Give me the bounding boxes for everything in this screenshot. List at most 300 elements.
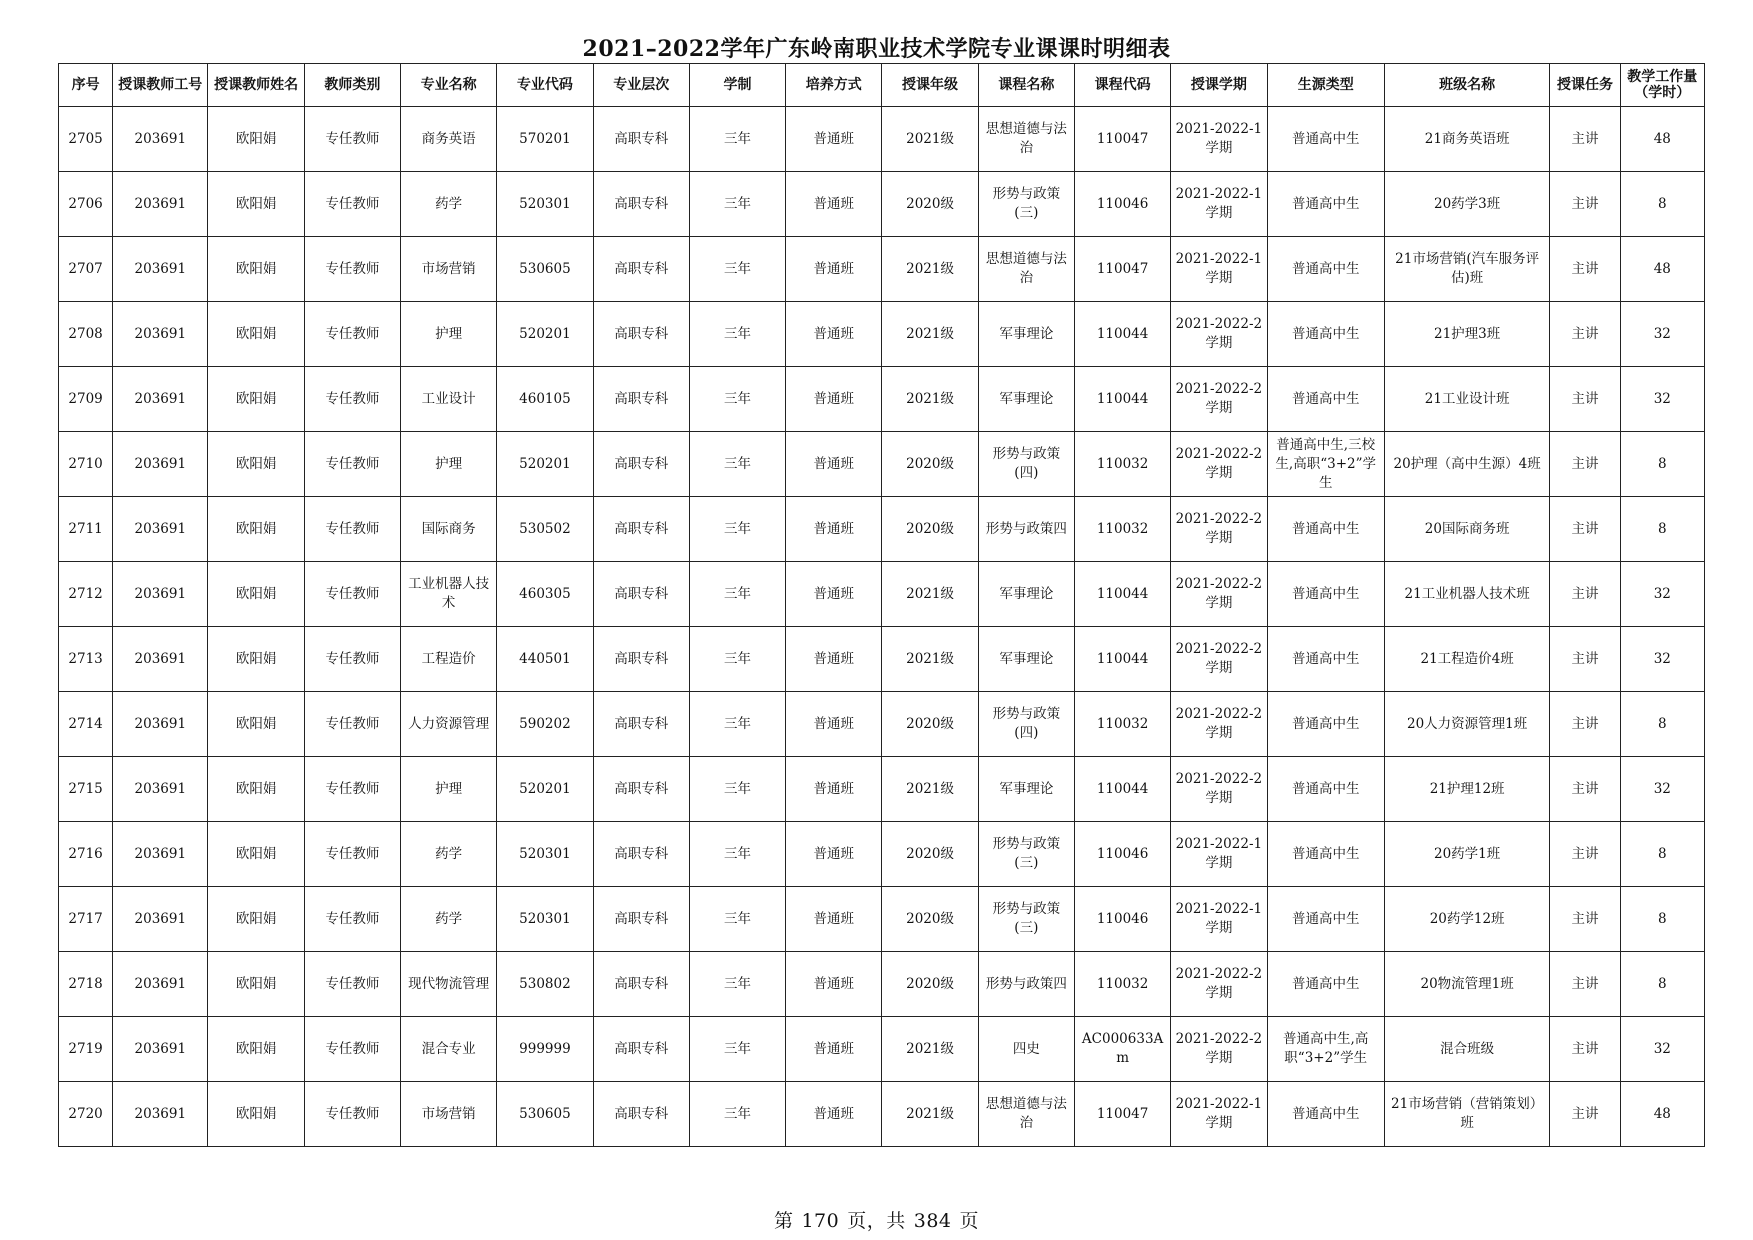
table-cell: 高职专科 — [593, 952, 689, 1017]
table-header-row — [59, 64, 1705, 107]
table-cell: 32 — [1620, 1017, 1704, 1082]
table-cell: 高职专科 — [593, 367, 689, 432]
table-cell: 主讲 — [1550, 757, 1620, 822]
table-cell: 203691 — [113, 887, 208, 952]
table-cell: 欧阳娟 — [208, 562, 304, 627]
table-cell: 2021-2022-2学期 — [1171, 367, 1267, 432]
table-row — [59, 1082, 1705, 1147]
table-cell: 110047 — [1074, 1082, 1170, 1147]
table-cell: 普通高中生,高职“3+2”学生 — [1267, 1017, 1384, 1082]
table-cell: 520301 — [497, 887, 593, 952]
table-cell: 三年 — [689, 497, 785, 562]
table-cell: 主讲 — [1550, 172, 1620, 237]
table-cell: 形势与政策(四) — [978, 692, 1074, 757]
table-cell: 2021级 — [882, 367, 978, 432]
table-row — [59, 237, 1705, 302]
table-cell: 护理 — [401, 432, 497, 497]
table-cell: 药学 — [401, 822, 497, 887]
table-cell: 普通班 — [786, 497, 882, 562]
table-cell: 三年 — [689, 237, 785, 302]
table-cell: 2712 — [59, 562, 113, 627]
table-cell: 欧阳娟 — [208, 952, 304, 1017]
table-cell: 110044 — [1074, 627, 1170, 692]
table-cell: 32 — [1620, 302, 1704, 367]
column-header: 授课教师姓名 — [208, 64, 304, 107]
table-cell: 主讲 — [1550, 562, 1620, 627]
table-cell: 2717 — [59, 887, 113, 952]
table-cell: 高职专科 — [593, 1017, 689, 1082]
table-cell: 2715 — [59, 757, 113, 822]
table-cell: 110046 — [1074, 822, 1170, 887]
table-cell: 8 — [1620, 887, 1704, 952]
table-cell: 2021-2022-2学期 — [1171, 692, 1267, 757]
table-cell: 110047 — [1074, 107, 1170, 172]
table-cell: 203691 — [113, 367, 208, 432]
table-cell: 主讲 — [1550, 107, 1620, 172]
table-cell: 思想道德与法治 — [978, 107, 1074, 172]
table-cell: 普通班 — [786, 887, 882, 952]
column-header: 专业层次 — [593, 64, 689, 107]
table-cell: 形势与政策(三) — [978, 822, 1074, 887]
table-cell: 三年 — [689, 952, 785, 1017]
table-cell: 工业机器人技术 — [401, 562, 497, 627]
table-cell: 48 — [1620, 237, 1704, 302]
table-cell: 欧阳娟 — [208, 237, 304, 302]
table-row — [59, 692, 1705, 757]
table-cell: 203691 — [113, 562, 208, 627]
table-cell: 护理 — [401, 757, 497, 822]
table-cell: 32 — [1620, 627, 1704, 692]
table-cell: 2706 — [59, 172, 113, 237]
table-cell: 20人力资源管理1班 — [1384, 692, 1550, 757]
table-cell: 21工业设计班 — [1384, 367, 1550, 432]
table-cell: 三年 — [689, 1082, 785, 1147]
table-cell: 市场营销 — [401, 237, 497, 302]
table-cell: 普通高中生 — [1267, 562, 1384, 627]
table-row — [59, 302, 1705, 367]
table-cell: 2707 — [59, 237, 113, 302]
table-cell: 专任教师 — [304, 107, 400, 172]
table-cell: 48 — [1620, 1082, 1704, 1147]
table-cell: 专任教师 — [304, 822, 400, 887]
table-cell: 203691 — [113, 952, 208, 1017]
table-row — [59, 562, 1705, 627]
table-cell: 欧阳娟 — [208, 172, 304, 237]
table-cell: 21护理3班 — [1384, 302, 1550, 367]
table-cell: 21商务英语班 — [1384, 107, 1550, 172]
table-cell: 2021级 — [882, 757, 978, 822]
column-header: 序号 — [59, 64, 113, 107]
table-cell: 2714 — [59, 692, 113, 757]
column-header: 授课学期 — [1171, 64, 1267, 107]
table-row — [59, 887, 1705, 952]
table-cell: 520301 — [497, 172, 593, 237]
table-cell: 高职专科 — [593, 887, 689, 952]
table-cell: 普通班 — [786, 627, 882, 692]
table-cell: 8 — [1620, 172, 1704, 237]
table-cell: 高职专科 — [593, 627, 689, 692]
table-cell: 欧阳娟 — [208, 887, 304, 952]
table-cell: 工业设计 — [401, 367, 497, 432]
table-cell: 普通班 — [786, 172, 882, 237]
column-header: 专业代码 — [497, 64, 593, 107]
footer-suffix: 页 — [959, 1210, 980, 1232]
table-cell: 普通高中生 — [1267, 952, 1384, 1017]
table-cell: 110046 — [1074, 172, 1170, 237]
table-cell: 高职专科 — [593, 107, 689, 172]
table-cell: 普通高中生 — [1267, 237, 1384, 302]
table-cell: 思想道德与法治 — [978, 1082, 1074, 1147]
column-header: 课程代码 — [1074, 64, 1170, 107]
table-cell: 普通班 — [786, 367, 882, 432]
table-cell: 现代物流管理 — [401, 952, 497, 1017]
table-cell: 高职专科 — [593, 562, 689, 627]
table-cell: 2021级 — [882, 562, 978, 627]
table-cell: 三年 — [689, 1017, 785, 1082]
table-cell: 110032 — [1074, 432, 1170, 497]
table-cell: 高职专科 — [593, 432, 689, 497]
table-cell: 2021-2022-2学期 — [1171, 497, 1267, 562]
table-cell: 2021-2022-1学期 — [1171, 237, 1267, 302]
table-cell: 普通高中生,三校生,高职“3+2”学生 — [1267, 432, 1384, 497]
table-cell: 530605 — [497, 237, 593, 302]
course-hours-table — [58, 63, 1705, 1147]
table-cell: 2021-2022-2学期 — [1171, 1017, 1267, 1082]
column-header: 授课年级 — [882, 64, 978, 107]
table-cell: 2021-2022-1学期 — [1171, 1082, 1267, 1147]
table-cell: 2020级 — [882, 497, 978, 562]
table-row — [59, 107, 1705, 172]
table-row — [59, 952, 1705, 1017]
table-cell: 2021级 — [882, 237, 978, 302]
table-cell: 普通班 — [786, 1082, 882, 1147]
table-body — [59, 107, 1705, 1147]
table-cell: 药学 — [401, 887, 497, 952]
table-cell: 军事理论 — [978, 627, 1074, 692]
table-cell: 护理 — [401, 302, 497, 367]
table-cell: 20药学12班 — [1384, 887, 1550, 952]
table-row — [59, 1017, 1705, 1082]
table-cell: 2719 — [59, 1017, 113, 1082]
table-cell: 普通高中生 — [1267, 302, 1384, 367]
column-header: 课程名称 — [978, 64, 1074, 107]
table-cell: 高职专科 — [593, 1082, 689, 1147]
table-cell: 2021-2022-2学期 — [1171, 627, 1267, 692]
table-cell: 专任教师 — [304, 627, 400, 692]
table-cell: 欧阳娟 — [208, 107, 304, 172]
table-cell: 203691 — [113, 822, 208, 887]
table-cell: 21护理12班 — [1384, 757, 1550, 822]
table-cell: 2710 — [59, 432, 113, 497]
table-cell: 主讲 — [1550, 692, 1620, 757]
table-cell: 专任教师 — [304, 302, 400, 367]
table-cell: 2021-2022-2学期 — [1171, 952, 1267, 1017]
table-cell: 三年 — [689, 172, 785, 237]
table-cell: 普通班 — [786, 692, 882, 757]
table-cell: 普通班 — [786, 432, 882, 497]
table-cell: 2020级 — [882, 172, 978, 237]
table-cell: 203691 — [113, 237, 208, 302]
table-cell: 203691 — [113, 302, 208, 367]
table-cell: 主讲 — [1550, 367, 1620, 432]
table-cell: 普通班 — [786, 1017, 882, 1082]
table-cell: 32 — [1620, 757, 1704, 822]
column-header: 教学工作量（学时） — [1620, 64, 1704, 107]
table-cell: 市场营销 — [401, 1082, 497, 1147]
table-cell: 21工业机器人技术班 — [1384, 562, 1550, 627]
table-cell: 主讲 — [1550, 952, 1620, 1017]
table-cell: 普通班 — [786, 237, 882, 302]
table-cell: 主讲 — [1550, 627, 1620, 692]
table-cell: 2020级 — [882, 692, 978, 757]
table-cell: 主讲 — [1550, 432, 1620, 497]
table-cell: 主讲 — [1550, 1082, 1620, 1147]
page-footer — [0, 1206, 1753, 1233]
table-cell: 8 — [1620, 822, 1704, 887]
table-cell: 普通高中生 — [1267, 497, 1384, 562]
table-cell: 欧阳娟 — [208, 432, 304, 497]
table-cell: 药学 — [401, 172, 497, 237]
table-cell: 高职专科 — [593, 497, 689, 562]
table-cell: 形势与政策(三) — [978, 172, 1074, 237]
table-row — [59, 822, 1705, 887]
table-cell: 三年 — [689, 432, 785, 497]
table-cell: 欧阳娟 — [208, 822, 304, 887]
table-cell: 20国际商务班 — [1384, 497, 1550, 562]
table-cell: 军事理论 — [978, 757, 1074, 822]
table-cell: 形势与政策四 — [978, 497, 1074, 562]
table-row — [59, 172, 1705, 237]
table-cell: 460305 — [497, 562, 593, 627]
table-cell: 8 — [1620, 497, 1704, 562]
table-cell: 专任教师 — [304, 172, 400, 237]
table-cell: 2021-2022-2学期 — [1171, 432, 1267, 497]
table-cell: 普通班 — [786, 302, 882, 367]
table-cell: 2020级 — [882, 952, 978, 1017]
table-cell: AC000633Am — [1074, 1017, 1170, 1082]
table-cell: 普通高中生 — [1267, 887, 1384, 952]
table-cell: 高职专科 — [593, 822, 689, 887]
table-cell: 2711 — [59, 497, 113, 562]
table-cell: 530502 — [497, 497, 593, 562]
page-title: 2021–2022学年广东岭南职业技术学院专业课课时明细表 — [582, 36, 1171, 62]
table-row — [59, 432, 1705, 497]
table-row — [59, 367, 1705, 432]
table-cell: 普通班 — [786, 822, 882, 887]
table-cell: 203691 — [113, 692, 208, 757]
table-cell: 专任教师 — [304, 367, 400, 432]
table-cell: 2021-2022-2学期 — [1171, 302, 1267, 367]
table-cell: 三年 — [689, 562, 785, 627]
table-cell: 人力资源管理 — [401, 692, 497, 757]
footer-total-pages: 384 — [913, 1210, 952, 1232]
footer-mid: 页，共 — [847, 1210, 906, 1232]
table-cell: 普通班 — [786, 952, 882, 1017]
table-cell: 专任教师 — [304, 887, 400, 952]
table-cell: 2716 — [59, 822, 113, 887]
table-cell: 三年 — [689, 107, 785, 172]
table-cell: 20护理（高中生源）4班 — [1384, 432, 1550, 497]
table-cell: 普通高中生 — [1267, 692, 1384, 757]
table-cell: 999999 — [497, 1017, 593, 1082]
table-cell: 110047 — [1074, 237, 1170, 302]
table-cell: 2021-2022-2学期 — [1171, 562, 1267, 627]
table-row — [59, 757, 1705, 822]
table-cell: 高职专科 — [593, 172, 689, 237]
table-cell: 四史 — [978, 1017, 1074, 1082]
table-cell: 专任教师 — [304, 497, 400, 562]
table-cell: 570201 — [497, 107, 593, 172]
table-cell: 形势与政策四 — [978, 952, 1074, 1017]
table-cell: 2713 — [59, 627, 113, 692]
column-header: 培养方式 — [786, 64, 882, 107]
table-cell: 三年 — [689, 822, 785, 887]
table-cell: 2021级 — [882, 1082, 978, 1147]
table-cell: 普通高中生 — [1267, 757, 1384, 822]
table-cell: 32 — [1620, 367, 1704, 432]
table-cell: 欧阳娟 — [208, 302, 304, 367]
table-cell: 专任教师 — [304, 432, 400, 497]
table-cell: 2021级 — [882, 1017, 978, 1082]
table-cell: 2720 — [59, 1082, 113, 1147]
table-cell: 2021级 — [882, 627, 978, 692]
table-cell: 21市场营销(汽车服务评估)班 — [1384, 237, 1550, 302]
table-cell: 普通高中生 — [1267, 1082, 1384, 1147]
table-cell: 520201 — [497, 757, 593, 822]
table-cell: 欧阳娟 — [208, 692, 304, 757]
table-cell: 欧阳娟 — [208, 1017, 304, 1082]
table-cell: 520201 — [497, 302, 593, 367]
table-cell: 欧阳娟 — [208, 627, 304, 692]
table-cell: 2718 — [59, 952, 113, 1017]
table-cell: 20药学3班 — [1384, 172, 1550, 237]
table-row — [59, 497, 1705, 562]
table-cell: 110046 — [1074, 887, 1170, 952]
table-cell: 203691 — [113, 107, 208, 172]
table-cell: 混合专业 — [401, 1017, 497, 1082]
table-cell: 高职专科 — [593, 302, 689, 367]
column-header: 专业名称 — [401, 64, 497, 107]
table-cell: 2021-2022-2学期 — [1171, 757, 1267, 822]
table-cell: 440501 — [497, 627, 593, 692]
table-cell: 21市场营销（营销策划）班 — [1384, 1082, 1550, 1147]
table-cell: 21工程造价4班 — [1384, 627, 1550, 692]
table-cell: 20药学1班 — [1384, 822, 1550, 887]
table-cell: 2705 — [59, 107, 113, 172]
table-cell: 203691 — [113, 627, 208, 692]
footer-page-number: 170 — [801, 1210, 840, 1232]
table-cell: 530802 — [497, 952, 593, 1017]
table-cell: 专任教师 — [304, 237, 400, 302]
table-cell: 520201 — [497, 432, 593, 497]
table-cell: 专任教师 — [304, 692, 400, 757]
table-cell: 2708 — [59, 302, 113, 367]
table-cell: 203691 — [113, 757, 208, 822]
table-cell: 三年 — [689, 887, 785, 952]
table-cell: 2020级 — [882, 432, 978, 497]
table-cell: 203691 — [113, 497, 208, 562]
table-cell: 203691 — [113, 1082, 208, 1147]
table-cell: 8 — [1620, 952, 1704, 1017]
table-cell: 110032 — [1074, 692, 1170, 757]
table-cell: 专任教师 — [304, 757, 400, 822]
table-cell: 主讲 — [1550, 822, 1620, 887]
table-cell: 军事理论 — [978, 302, 1074, 367]
table-cell: 48 — [1620, 107, 1704, 172]
column-header: 教师类别 — [304, 64, 400, 107]
table-cell: 普通高中生 — [1267, 367, 1384, 432]
column-header: 授课任务 — [1550, 64, 1620, 107]
table-cell: 欧阳娟 — [208, 497, 304, 562]
table-cell: 普通高中生 — [1267, 107, 1384, 172]
table-cell: 形势与政策(四) — [978, 432, 1074, 497]
table-cell: 2021-2022-1学期 — [1171, 107, 1267, 172]
table-cell: 欧阳娟 — [208, 757, 304, 822]
table-cell: 530605 — [497, 1082, 593, 1147]
table-cell: 专任教师 — [304, 952, 400, 1017]
table-cell: 2021-2022-1学期 — [1171, 887, 1267, 952]
table-cell: 工程造价 — [401, 627, 497, 692]
column-header: 班级名称 — [1384, 64, 1550, 107]
table-cell: 2020级 — [882, 822, 978, 887]
table-cell: 商务英语 — [401, 107, 497, 172]
table-cell: 110044 — [1074, 757, 1170, 822]
table-cell: 520301 — [497, 822, 593, 887]
table-cell: 三年 — [689, 302, 785, 367]
table-cell: 高职专科 — [593, 692, 689, 757]
table-cell: 军事理论 — [978, 367, 1074, 432]
table-cell: 普通班 — [786, 107, 882, 172]
table-cell: 2021-2022-1学期 — [1171, 172, 1267, 237]
table-cell: 三年 — [689, 627, 785, 692]
table-cell: 2021-2022-1学期 — [1171, 822, 1267, 887]
table-cell: 形势与政策(三) — [978, 887, 1074, 952]
table-cell: 三年 — [689, 757, 785, 822]
table-cell: 三年 — [689, 692, 785, 757]
table-cell: 军事理论 — [978, 562, 1074, 627]
table-cell: 三年 — [689, 367, 785, 432]
table-cell: 国际商务 — [401, 497, 497, 562]
table-cell: 590202 — [497, 692, 593, 757]
column-header: 生源类型 — [1267, 64, 1384, 107]
table-cell: 欧阳娟 — [208, 1082, 304, 1147]
table-cell: 203691 — [113, 432, 208, 497]
table-cell: 32 — [1620, 562, 1704, 627]
table-cell: 2709 — [59, 367, 113, 432]
table-cell: 高职专科 — [593, 757, 689, 822]
table-cell: 460105 — [497, 367, 593, 432]
table-cell: 8 — [1620, 432, 1704, 497]
table-cell: 思想道德与法治 — [978, 237, 1074, 302]
table-cell: 2020级 — [882, 887, 978, 952]
table-cell: 主讲 — [1550, 1017, 1620, 1082]
table-cell: 普通高中生 — [1267, 627, 1384, 692]
table-cell: 110032 — [1074, 497, 1170, 562]
table-cell: 普通高中生 — [1267, 822, 1384, 887]
table-cell: 2021级 — [882, 302, 978, 367]
table-cell: 主讲 — [1550, 237, 1620, 302]
table-cell: 110044 — [1074, 367, 1170, 432]
table-cell: 2021级 — [882, 107, 978, 172]
column-header: 授课教师工号 — [113, 64, 208, 107]
column-header: 学制 — [689, 64, 785, 107]
table-cell: 专任教师 — [304, 1082, 400, 1147]
table-cell: 普通班 — [786, 757, 882, 822]
table-cell: 20物流管理1班 — [1384, 952, 1550, 1017]
table-cell: 110044 — [1074, 562, 1170, 627]
table-cell: 欧阳娟 — [208, 367, 304, 432]
table-cell: 主讲 — [1550, 497, 1620, 562]
